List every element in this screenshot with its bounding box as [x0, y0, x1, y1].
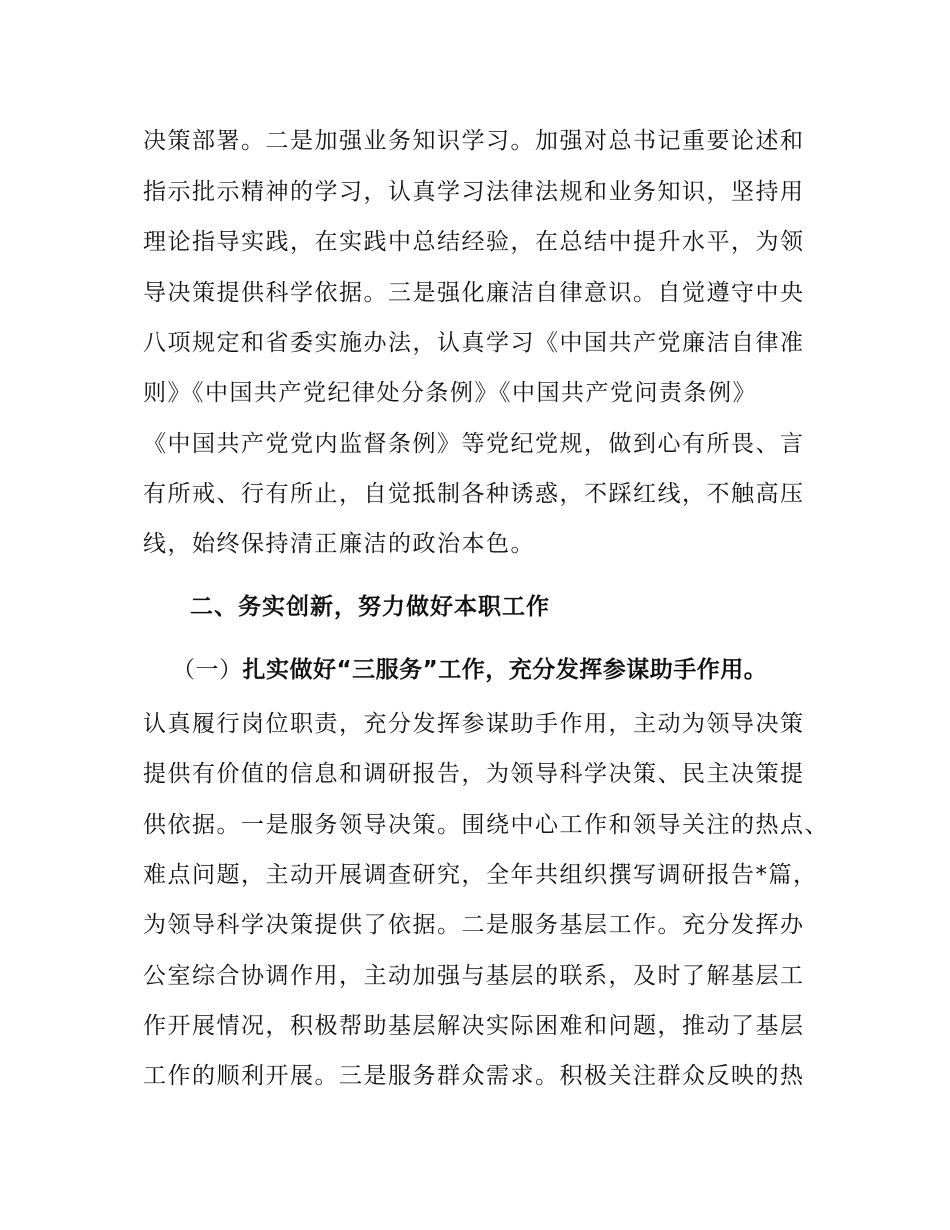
paragraph-line: 理论指导实践，在实践中总结经验，在总结中提升水平，为领 [143, 229, 805, 255]
paragraph-line: 则》《中国共产党纪律处分条例》《中国共产党问责条例》 [143, 380, 757, 406]
paragraph-line: 有所戒、行有所止，自觉抵制各种诱惑，不踩红线，不触高压 [143, 481, 805, 507]
paragraph-line: 难点问题，主动开展调查研究，全年共组织撰写调研报告*篇， [143, 862, 818, 888]
paragraph-line: 指示批示精神的学习，认真学习法律法规和业务知识，坚持用 [143, 179, 805, 205]
subsection-title: 扎实做好“三服务”工作，充分发挥参谋助手作用。 [242, 657, 768, 683]
paragraph-line: 导决策提供科学依据。三是强化廉洁自律意识。自觉遵守中央 [143, 280, 805, 306]
subsection-heading [172, 650, 767, 690]
paragraph-line: 工作的顺利开展。三是服务群众需求。积极关注群众反映的热 [143, 1063, 805, 1089]
paragraph-line: 公室综合协调作用，主动加强与基层的联系，及时了解基层工 [143, 963, 805, 989]
paragraph-line: 供依据。一是服务领导决策。围绕中心工作和领导关注的热点、 [143, 812, 829, 838]
paragraph-line: 决策部署。二是加强业务知识学习。加强对总书记重要论述和 [143, 128, 805, 154]
paragraph-line: 作开展情况，积极帮助基层解决实际困难和问题，推动了基层 [143, 1013, 805, 1039]
paragraph-line: 认真履行岗位职责，充分发挥参谋助手作用，主动为领导决策 [143, 711, 805, 737]
paragraph-line: 为领导科学决策提供了依据。二是服务基层工作。充分发挥办 [143, 912, 805, 938]
paragraph-line: 《中国共产党党内监督条例》等党纪党规，做到心有所畏、言 [143, 431, 805, 457]
section-heading: 二、务实创新，努力做好本职工作 [190, 594, 550, 620]
subsection-prefix: （一） [172, 657, 243, 683]
paragraph-line: 提供有价值的信息和调研报告，为领导科学决策、民主决策提 [143, 761, 805, 787]
paragraph-line: 线，始终保持清正廉洁的政治本色。 [143, 531, 535, 557]
paragraph-line: 八项规定和省委实施办法，认真学习《中国共产党廉洁自律准 [143, 330, 805, 356]
